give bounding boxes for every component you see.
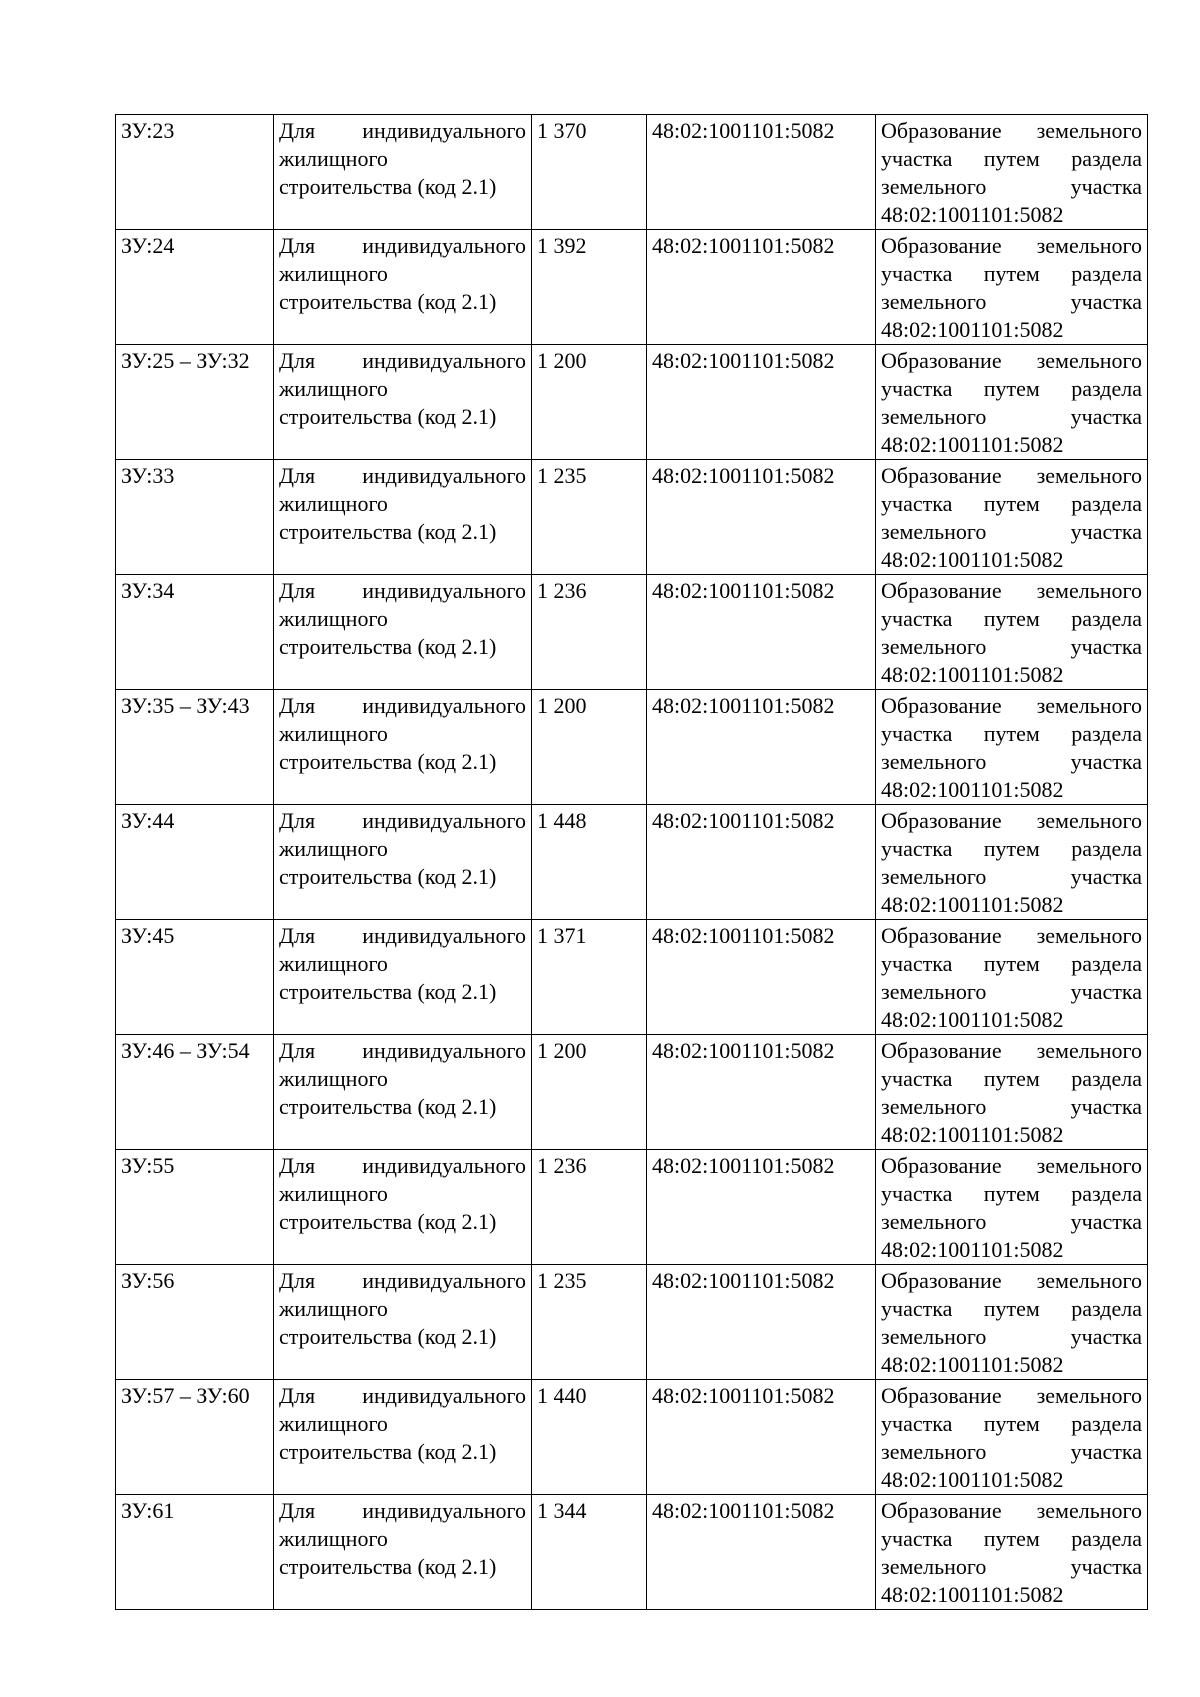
formation-method-line: земельного участка [881,864,1142,889]
cadastral-number-cell [647,690,876,805]
formation-method-cell [876,1495,1148,1610]
table-row [116,1035,1148,1150]
permitted-use-cell [274,1380,532,1495]
formation-method-cell [876,230,1148,345]
area-cell [532,1495,647,1610]
formation-method-line: земельного участка [881,634,1142,659]
formation-method-cell [876,345,1148,460]
table-row [116,1495,1148,1610]
table-row [116,230,1148,345]
formation-method-line: земельного участка [881,1324,1142,1349]
formation-method-line: Образование земельного [881,1383,1142,1408]
parcel-area: 1 344 [537,1498,587,1523]
cadastral-number-cell [647,920,876,1035]
cadastral-number-cell [647,460,876,575]
formation-method-line: Образование земельного [881,1268,1142,1293]
cadastral-number: 48:02:1001101:5082 [652,1383,835,1408]
permitted-use-line: строительства (код 2.1) [279,289,497,314]
cadastral-number-cell [647,575,876,690]
table-row [116,805,1148,920]
formation-method-line: Образование земельного [881,808,1142,833]
parcel-id: ЗУ:55 [121,1153,175,1178]
parcel-id: ЗУ:33 [121,463,175,488]
cadastral-number: 48:02:1001101:5082 [652,693,835,718]
formation-method-cell [876,460,1148,575]
area-cell [532,805,647,920]
formation-method-line: участка путем раздела [881,721,1142,746]
permitted-use-cell [274,575,532,690]
area-cell [532,1035,647,1150]
parcel-id: ЗУ:34 [121,578,175,603]
formation-method-cell [876,690,1148,805]
parcel-id: ЗУ:23 [121,118,175,143]
cadastral-number-cell [647,1035,876,1150]
formation-method-line: земельного участка [881,1439,1142,1464]
table-body [116,115,1148,1610]
permitted-use-line: строительства (код 2.1) [279,1439,497,1464]
permitted-use-line: жилищного [279,721,388,746]
parcel-id: ЗУ:57 – ЗУ:60 [121,1383,250,1408]
parcel-area: 1 235 [537,463,587,488]
table-row [116,1380,1148,1495]
formation-method-cell [876,805,1148,920]
parcel-area: 1 448 [537,808,587,833]
parcel-id: ЗУ:44 [121,808,175,833]
cadastral-number: 48:02:1001101:5082 [652,808,835,833]
formation-method-cell [876,115,1148,230]
table-row [116,575,1148,690]
formation-method-line: 48:02:1001101:5082 [881,1237,1064,1262]
formation-method-line: земельного участка [881,289,1142,314]
formation-method-line: земельного участка [881,404,1142,429]
permitted-use-line: Для индивидуального [279,463,526,488]
parcel-id-cell [116,920,274,1035]
permitted-use-line: Для индивидуального [279,808,526,833]
formation-method-line: 48:02:1001101:5082 [881,1007,1064,1032]
cadastral-number: 48:02:1001101:5082 [652,1268,835,1293]
formation-method-cell [876,1150,1148,1265]
permitted-use-line: жилищного [279,836,388,861]
permitted-use-cell [274,230,532,345]
parcel-area: 1 200 [537,1038,587,1063]
formation-method-line: 48:02:1001101:5082 [881,777,1064,802]
permitted-use-line: строительства (код 2.1) [279,519,497,544]
parcel-id: ЗУ:25 – ЗУ:32 [121,348,250,373]
cadastral-number: 48:02:1001101:5082 [652,118,835,143]
parcel-id-cell [116,115,274,230]
area-cell [532,345,647,460]
permitted-use-cell [274,1150,532,1265]
permitted-use-line: Для индивидуального [279,118,526,143]
area-cell [532,1265,647,1380]
formation-method-line: участка путем раздела [881,261,1142,286]
formation-method-line: участка путем раздела [881,1296,1142,1321]
parcel-id-cell [116,1035,274,1150]
formation-method-line: 48:02:1001101:5082 [881,892,1064,917]
table-row [116,920,1148,1035]
table-row [116,115,1148,230]
parcel-id-cell [116,690,274,805]
formation-method-line: Образование земельного [881,578,1142,603]
formation-method-line: Образование земельного [881,1153,1142,1178]
permitted-use-line: жилищного [279,606,388,631]
parcel-id-cell [116,805,274,920]
formation-method-line: Образование земельного [881,1498,1142,1523]
formation-method-line: Образование земельного [881,693,1142,718]
formation-method-line: Образование земельного [881,463,1142,488]
parcel-id-cell [116,1265,274,1380]
cadastral-number-cell [647,1265,876,1380]
permitted-use-line: Для индивидуального [279,923,526,948]
parcel-id-cell [116,345,274,460]
parcel-id-cell [116,1150,274,1265]
parcel-area: 1 200 [537,348,587,373]
permitted-use-line: жилищного [279,491,388,516]
permitted-use-cell [274,1035,532,1150]
formation-method-line: земельного участка [881,979,1142,1004]
table-row [116,1265,1148,1380]
formation-method-line: 48:02:1001101:5082 [881,1467,1064,1492]
permitted-use-line: строительства (код 2.1) [279,864,497,889]
permitted-use-line: жилищного [279,1526,388,1551]
formation-method-line: участка путем раздела [881,1181,1142,1206]
cadastral-number: 48:02:1001101:5082 [652,1038,835,1063]
area-cell [532,575,647,690]
cadastral-number: 48:02:1001101:5082 [652,233,835,258]
permitted-use-line: Для индивидуального [279,1038,526,1063]
cadastral-number-cell [647,1495,876,1610]
cadastral-number-cell [647,230,876,345]
formation-method-line: Образование земельного [881,118,1142,143]
cadastral-number-cell [647,115,876,230]
permitted-use-line: Для индивидуального [279,693,526,718]
formation-method-line: земельного участка [881,749,1142,774]
permitted-use-line: строительства (код 2.1) [279,174,497,199]
permitted-use-line: строительства (код 2.1) [279,1554,497,1579]
formation-method-cell [876,575,1148,690]
parcel-id: ЗУ:45 [121,923,175,948]
formation-method-line: 48:02:1001101:5082 [881,1582,1064,1607]
parcel-id: ЗУ:24 [121,233,175,258]
formation-method-line: участка путем раздела [881,146,1142,171]
cadastral-number: 48:02:1001101:5082 [652,923,835,948]
permitted-use-line: строительства (код 2.1) [279,979,497,1004]
parcel-id: ЗУ:46 – ЗУ:54 [121,1038,250,1063]
parcel-area: 1 371 [537,923,587,948]
formation-method-cell [876,920,1148,1035]
area-cell [532,1380,647,1495]
formation-method-line: 48:02:1001101:5082 [881,317,1064,342]
area-cell [532,690,647,805]
cadastral-number: 48:02:1001101:5082 [652,1153,835,1178]
area-cell [532,230,647,345]
parcel-area: 1 236 [537,578,587,603]
permitted-use-cell [274,1265,532,1380]
formation-method-line: Образование земельного [881,1038,1142,1063]
cadastral-number-cell [647,1380,876,1495]
permitted-use-line: строительства (код 2.1) [279,1094,497,1119]
table-row [116,345,1148,460]
parcel-id-cell [116,1380,274,1495]
permitted-use-line: строительства (код 2.1) [279,749,497,774]
cadastral-number-cell [647,345,876,460]
formation-method-line: участка путем раздела [881,606,1142,631]
parcel-area: 1 200 [537,693,587,718]
formation-method-line: Образование земельного [881,348,1142,373]
permitted-use-line: жилищного [279,1066,388,1091]
permitted-use-cell [274,345,532,460]
formation-method-line: 48:02:1001101:5082 [881,1122,1064,1147]
cadastral-number: 48:02:1001101:5082 [652,578,835,603]
formation-method-line: земельного участка [881,174,1142,199]
parcel-id-cell [116,460,274,575]
table-row [116,1150,1148,1265]
parcel-area: 1 440 [537,1383,587,1408]
permitted-use-line: Для индивидуального [279,578,526,603]
parcel-id: ЗУ:35 – ЗУ:43 [121,693,250,718]
cadastral-number: 48:02:1001101:5082 [652,463,835,488]
permitted-use-line: строительства (код 2.1) [279,634,497,659]
parcel-area: 1 392 [537,233,587,258]
formation-method-line: 48:02:1001101:5082 [881,432,1064,457]
formation-method-line: земельного участка [881,1554,1142,1579]
cadastral-number: 48:02:1001101:5082 [652,348,835,373]
formation-method-cell [876,1380,1148,1495]
permitted-use-line: жилищного [279,1411,388,1436]
area-cell [532,1150,647,1265]
permitted-use-line: Для индивидуального [279,1498,526,1523]
land-parcels-table [115,114,1148,1610]
cadastral-number-cell [647,1150,876,1265]
parcel-area: 1 235 [537,1268,587,1293]
permitted-use-cell [274,920,532,1035]
parcel-id: ЗУ:61 [121,1498,175,1523]
formation-method-line: участка путем раздела [881,1411,1142,1436]
formation-method-line: участка путем раздела [881,1066,1142,1091]
permitted-use-line: жилищного [279,261,388,286]
permitted-use-line: жилищного [279,376,388,401]
formation-method-line: 48:02:1001101:5082 [881,547,1064,572]
permitted-use-cell [274,805,532,920]
permitted-use-cell [274,460,532,575]
permitted-use-line: Для индивидуального [279,1383,526,1408]
parcel-id-cell [116,1495,274,1610]
permitted-use-cell [274,1495,532,1610]
permitted-use-line: жилищного [279,146,388,171]
formation-method-line: 48:02:1001101:5082 [881,662,1064,687]
permitted-use-line: строительства (код 2.1) [279,404,497,429]
permitted-use-line: жилищного [279,1296,388,1321]
permitted-use-line: Для индивидуального [279,348,526,373]
permitted-use-cell [274,690,532,805]
formation-method-line: земельного участка [881,1209,1142,1234]
table-row [116,460,1148,575]
permitted-use-line: Для индивидуального [279,233,526,258]
formation-method-line: участка путем раздела [881,951,1142,976]
formation-method-line: Образование земельного [881,233,1142,258]
formation-method-line: участка путем раздела [881,836,1142,861]
area-cell [532,920,647,1035]
formation-method-line: земельного участка [881,1094,1142,1119]
permitted-use-line: жилищного [279,1181,388,1206]
formation-method-line: Образование земельного [881,923,1142,948]
formation-method-line: земельного участка [881,519,1142,544]
formation-method-line: участка путем раздела [881,376,1142,401]
area-cell [532,115,647,230]
formation-method-line: участка путем раздела [881,1526,1142,1551]
area-cell [532,460,647,575]
formation-method-line: 48:02:1001101:5082 [881,202,1064,227]
permitted-use-line: строительства (код 2.1) [279,1324,497,1349]
parcel-area: 1 370 [537,118,587,143]
cadastral-number: 48:02:1001101:5082 [652,1498,835,1523]
parcel-id-cell [116,230,274,345]
cadastral-number-cell [647,805,876,920]
parcel-id-cell [116,575,274,690]
permitted-use-cell [274,115,532,230]
formation-method-line: участка путем раздела [881,491,1142,516]
parcel-area: 1 236 [537,1153,587,1178]
permitted-use-line: жилищного [279,951,388,976]
formation-method-cell [876,1265,1148,1380]
permitted-use-line: Для индивидуального [279,1268,526,1293]
table-row [116,690,1148,805]
parcel-id: ЗУ:56 [121,1268,175,1293]
permitted-use-line: Для индивидуального [279,1153,526,1178]
formation-method-line: 48:02:1001101:5082 [881,1352,1064,1377]
formation-method-cell [876,1035,1148,1150]
permitted-use-line: строительства (код 2.1) [279,1209,497,1234]
